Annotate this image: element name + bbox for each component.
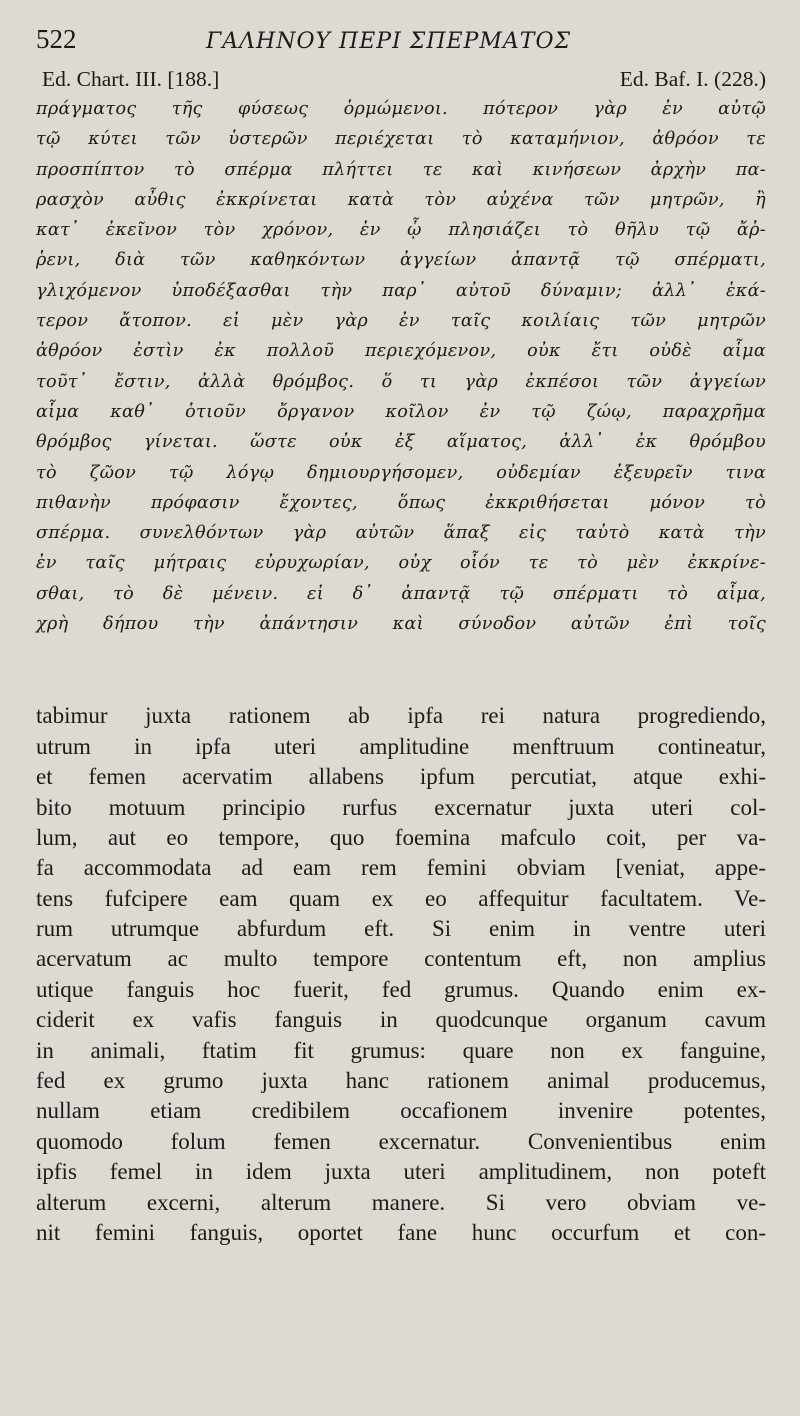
latin-text-line: lum, aut eo tempore, quo foemina mafculo coit, per va- (36, 824, 766, 850)
greek-text-block (36, 94, 766, 639)
greek-text-line: κατ᾽ ἐκεῖνον τὸν χρόνον, ἐν ᾧ πλησιάζει τὸ θῆλυ τῷ ἄῤ- (36, 220, 766, 241)
running-title: ΓΑΛΗΝΟΥ ΠΕΡΙ ΣΠΕΡΜΑΤΟΣ (206, 29, 572, 54)
greek-text-line: θρόμβος γίνεται. ὥστε οὐκ ἐξ αἵματος, ἀλλ᾽ ἐκ θρόμβου (36, 432, 766, 453)
greek-text-line: ῥενι, διὰ τῶν καθηκόντων ἀγγείων ἀπαντᾷ τῷ σπέρματι, (36, 250, 766, 271)
greek-text-line: σπέρμα. συνελθόντων γὰρ αὐτῶν ἅπαξ εἰς ταὐτὸ κατὰ τὴν (36, 523, 766, 544)
latin-text-line: ciderit ex vafis fanguis in quodcunque organum cavum (36, 1007, 766, 1033)
latin-text-line: rum utrumque abfurdum eft. Si enim in ventre uteri (36, 916, 766, 942)
greek-text-line: χρὴ δήπου τὴν ἀπάντησιν καὶ σύνοδον αὐτῶν ἐπὶ τοῖς (36, 614, 766, 635)
greek-text-line: ἀθρόον ἐστὶν ἐκ πολλοῦ περιεχόμενον, οὐκ ἔτι οὐδὲ αἷμα (36, 341, 766, 362)
edition-right: Ed. Baf. I. (228.) (619, 67, 766, 91)
latin-text-line: fed ex grumo juxta hanc rationem animal producemus, (36, 1068, 766, 1094)
latin-text-line: tens fufcipere eam quam ex eo affequitur facultatem. Ve- (36, 885, 766, 911)
greek-text-line: προσπίπτον τὸ σπέρμα πλήττει τε καὶ κινήσεων ἀρχὴν πα- (36, 159, 766, 180)
latin-text-line: acervatum ac multo tempore contentum eft, non amplius (36, 946, 766, 972)
latin-text-line: fa accommodata ad eam rem femini obviam [veniat, appe- (36, 855, 766, 881)
latin-text-line: nit femini fanguis, oportet fane hunc occurfum et con- (36, 1219, 766, 1245)
edition-references (42, 64, 766, 94)
greek-text-line: αἷμα καθ᾽ ὁτιοῦν ὄργανον κοῖλον ἐν τῷ ζώῳ, παραχρῆμα (36, 401, 766, 422)
greek-text-line: πράγματος τῆς φύσεως ὁρμώμενοι. πότερον γὰρ ἐν αὐτῷ (36, 99, 766, 119)
greek-text-line: γλιχόμενον ὑποδέξασθαι τὴν παρ᾽ αὐτοῦ δύναμιν; ἀλλ᾽ ἑκά- (36, 280, 766, 301)
running-head (36, 24, 766, 64)
greek-text-line: τοῦτ᾽ ἔστιν, ἀλλὰ θρόμβος. ὅ τι γὰρ ἐκπέσοι τῶν ἀγγείων (36, 371, 766, 392)
latin-text-block (36, 701, 766, 1248)
greek-text-line: τερον ἄτοπον. εἰ μὲν γὰρ ἐν ταῖς κοιλίαις τῶν μητρῶν (36, 311, 766, 332)
latin-text-line: utique fanguis hoc fuerit, fed grumus. Quando enim ex- (36, 976, 766, 1002)
latin-text-line: bito motuum principio rurfus excernatur juxta uteri col- (36, 794, 766, 820)
latin-text-line: nullam etiam credibilem occafionem invenire potentes, (36, 1098, 766, 1124)
greek-text-line: ἐν ταῖς μήτραις εὐρυχωρίαν, οὐχ οἷόν τε τὸ μὲν ἐκκρίνε- (36, 553, 766, 574)
latin-text-line: quomodo folum femen excernatur. Convenientibus enim (36, 1128, 766, 1154)
greek-text-line: ρασχὸν αὖθις ἐκκρίνεται κατὰ τὸν αὐχένα τῶν μητρῶν, ἢ (36, 189, 766, 210)
latin-text-line: alterum excerni, alterum manere. Si vero obviam ve- (36, 1189, 766, 1215)
greek-text-line: τῷ κύτει τῶν ὑστερῶν περιέχεται τὸ καταμήνιον, ἀθρόον τε (36, 129, 766, 150)
greek-text-line: πιθανὴν πρόφασιν ἔχοντες, ὅπως ἐκκριθήσεται μόνον τὸ (36, 492, 766, 513)
latin-text-line: ipfis femel in idem juxta uteri amplitudinem, non poteft (36, 1159, 766, 1185)
edition-left: Ed. Chart. III. [188.] (42, 67, 220, 91)
latin-text-line: tabimur juxta rationem ab ipfa rei natura progrediendo, (36, 703, 766, 729)
greek-text-line: τὸ ζῶον τῷ λόγῳ δημιουργήσομεν, οὐδεμίαν ἐξευρεῖν τινα (36, 462, 766, 483)
latin-text-line: in animali, ftatim fit grumus: quare non ex fanguine, (36, 1037, 766, 1063)
page-number: 522 (36, 24, 77, 54)
latin-text-line: utrum in ipfa uteri amplitudine menftruum contineatur, (36, 733, 766, 759)
latin-text-line: et femen acervatim allabens ipfum percutiat, atque exhi- (36, 764, 766, 790)
greek-text-line: σθαι, τὸ δὲ μένειν. εἰ δ᾽ ἀπαντᾷ τῷ σπέρματι τὸ αἷμα, (36, 583, 766, 604)
